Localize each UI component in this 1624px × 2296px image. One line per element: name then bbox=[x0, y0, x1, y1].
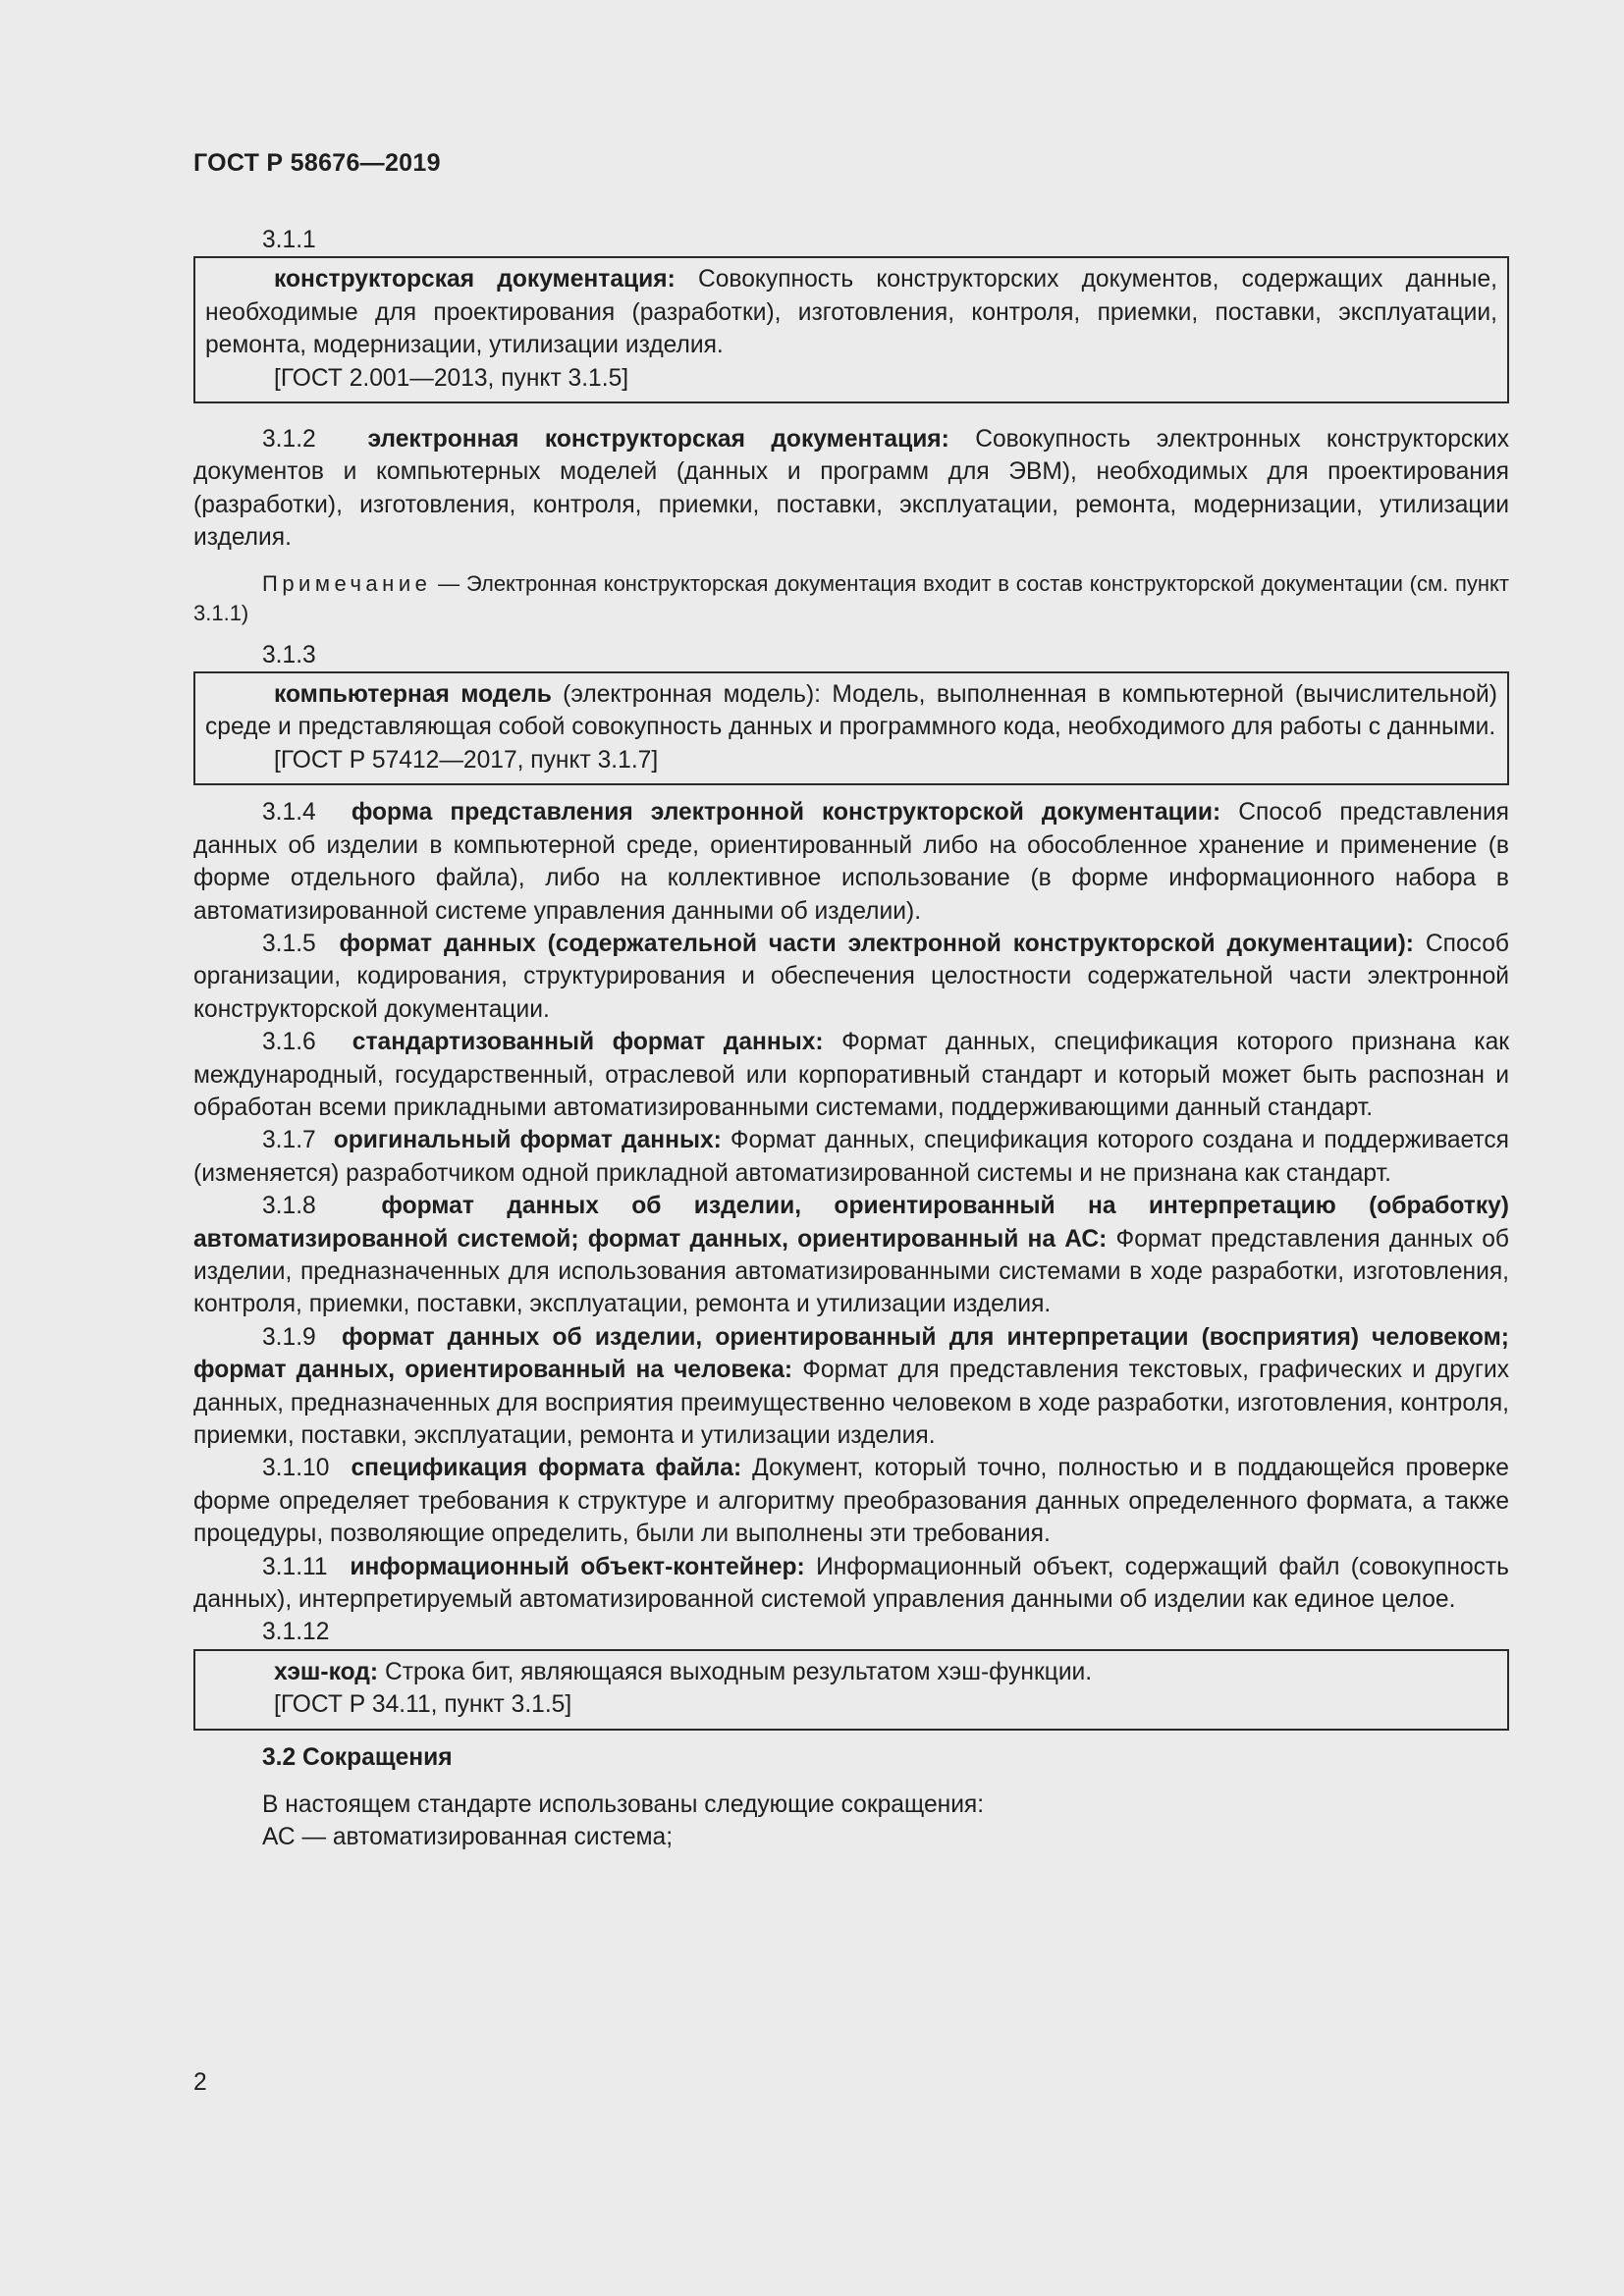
term-title: формат данных об изделии, ориентированный на интерпретацию (обработку) автоматизированной системой; формат данных, ориентированный на АС: bbox=[193, 1193, 1509, 1253]
term-reference: [ГОСТ Р 57412—2017, пункт 3.1.7] bbox=[274, 746, 659, 774]
term-definition-3-1-12 bbox=[205, 1656, 1497, 1688]
term-number: 3.1.6 bbox=[262, 1029, 316, 1056]
term-text: Способ представления данных об изделии в компьютерной среде, ориентированный либо на обособленное хранение и применение (в форме отдельного файла), либо на коллективное использование (в форме информационного набора в автоматизированной системе управления данными об изделии). bbox=[193, 799, 1510, 925]
term-number: 3.1.10 bbox=[262, 1455, 330, 1482]
note bbox=[193, 569, 1509, 628]
term-text: Информационный объект, содержащий файл (совокупность данных), интерпретируемый автоматизированной системой управления данными об изделии как единое целое. bbox=[193, 1553, 1509, 1614]
term-number-3-1-1: 3.1.1 bbox=[262, 227, 316, 253]
term-box-3-1-1 bbox=[193, 256, 1509, 403]
term-text: Способ организации, кодирования, структурирования и обеспечения целостности содержательной части электронной конструкторской документации. bbox=[193, 930, 1509, 1023]
term-definition-3-1-10 bbox=[193, 1452, 1509, 1550]
term-definition-3-1-6 bbox=[193, 1026, 1509, 1124]
term-definition-3-1-1 bbox=[205, 263, 1497, 361]
term-text: (электронная модель): Модель, выполненная в компьютерной (вычислительной) среде и представляющая собой совокупность данных и программного кода, необходимого для работы с данными. bbox=[205, 681, 1497, 741]
term-number: 3.1.4 bbox=[262, 799, 316, 827]
term-text: Документ, который точно, полностью и в поддающейся проверке форме определяет требования к структуре и алгоритму преобразования данных определенного формата, а также процедуры, позволяющие определить, были ли выполнены эти требования. bbox=[193, 1455, 1509, 1548]
term-number-3-1-3: 3.1.3 bbox=[262, 641, 316, 668]
document-body bbox=[193, 224, 1509, 1854]
term-number: 3.1.9 bbox=[262, 1323, 316, 1351]
term-definition-3-1-7 bbox=[193, 1124, 1509, 1190]
term-number: 3.1.2 bbox=[262, 426, 316, 454]
term-number: 3.1.7 bbox=[262, 1127, 316, 1154]
section-heading-3-2: 3.2 Сокращения bbox=[262, 1743, 453, 1771]
term-reference: [ГОСТ Р 34.11, пункт 3.1.5] bbox=[274, 1691, 572, 1719]
term-title: оригинальный формат данных: bbox=[333, 1127, 722, 1154]
term-definition-3-1-8 bbox=[193, 1190, 1509, 1321]
term-title: стандартизованный формат данных: bbox=[352, 1029, 824, 1056]
term-spacer bbox=[316, 426, 368, 453]
term-text: Формат данных, спецификация которого признана как международный, государственный, отраслевой или корпоративный стандарт и который может быть распознан и обработан всеми прикладными автоматизированными системами, поддерживающими данный стандарт. bbox=[193, 1029, 1510, 1121]
abbreviation-item: АС — автоматизированная система; bbox=[262, 1824, 674, 1851]
term-title: конструкторская документация: bbox=[274, 266, 676, 294]
term-number-3-1-12: 3.1.12 bbox=[262, 1619, 330, 1646]
term-text: Формат данных, спецификация которого создана и поддерживается (изменяется) разработчиком одной прикладной автоматизированной системы и не признана как стандарт. bbox=[193, 1127, 1509, 1187]
term-title: хэш-код: bbox=[274, 1658, 379, 1685]
term-title: формат данных об изделии, ориентированный для интерпретации (восприятия) человеком; формат данных, ориентированный на человека: bbox=[193, 1323, 1509, 1384]
term-reference: [ГОСТ 2.001—2013, пункт 3.1.5] bbox=[274, 364, 629, 392]
term-box-3-1-12 bbox=[193, 1649, 1509, 1731]
term-definition-3-1-3 bbox=[205, 678, 1497, 744]
term-text: Совокупность конструкторских документов, содержащих данные, необходимые для проектирования (разработки), изготовления, контроля, приемки, поставки, эксплуатации, ремонта, модернизации, утилизации изделия. bbox=[205, 266, 1497, 359]
term-number: 3.1.5 bbox=[262, 930, 316, 957]
term-text: Совокупность электронных конструкторских документов и компьютерных моделей (данных и программ для ЭВМ), необходимых для проектирования (разработки), изготовления, контроля, приемки, поставки, эксплуатации, ремонта, модернизации, утилизации изделия. bbox=[193, 426, 1510, 552]
document-header: ГОСТ Р 58676—2019 bbox=[193, 149, 441, 177]
term-number: 3.1.11 bbox=[262, 1553, 328, 1580]
term-text: Формат для представления текстовых, графических и других данных, предназначенных для восприятия преимущественно человеком в ходе разработки, изготовления, контроля, приемки, поставки, эксплуатации, ремонта и утилизации изделия. bbox=[193, 1357, 1509, 1449]
term-title: формат данных (содержательной части электронной конструкторской документации): bbox=[339, 930, 1414, 957]
term-title: спецификация формата файла: bbox=[351, 1455, 742, 1482]
term-definition-3-1-9 bbox=[193, 1321, 1509, 1453]
section-intro: В настоящем стандарте использованы следующие сокращения: bbox=[262, 1791, 985, 1819]
note-label: Примечание bbox=[262, 570, 432, 596]
term-title: электронная конструкторская документация: bbox=[367, 426, 949, 454]
term-definition-3-1-5 bbox=[193, 928, 1509, 1026]
term-definition-3-1-11 bbox=[193, 1551, 1509, 1617]
term-number: 3.1.8 bbox=[262, 1193, 316, 1220]
term-title: информационный объект-контейнер: bbox=[350, 1553, 805, 1580]
note-text: — Электронная конструкторская документация входит в состав конструкторской документации (см. пункт 3.1.1) bbox=[193, 570, 1509, 625]
term-box-3-1-3 bbox=[193, 671, 1509, 785]
term-definition-3-1-2 bbox=[193, 423, 1509, 555]
term-title: форма представления электронной конструкторской документации: bbox=[351, 799, 1221, 827]
term-title: компьютерная модель bbox=[274, 681, 552, 709]
term-text: Формат представления данных об изделии, предназначенных для использования автоматизированными системами в ходе разработки, изготовления, контроля, приемки, поставки, эксплуатации, ремонта и утилизации изделия. bbox=[193, 1225, 1509, 1318]
page-number: 2 bbox=[193, 2069, 207, 2096]
term-definition-3-1-4 bbox=[193, 796, 1509, 928]
term-text: Строка бит, являющаяся выходным результатом хэш-функции. bbox=[378, 1658, 1093, 1685]
